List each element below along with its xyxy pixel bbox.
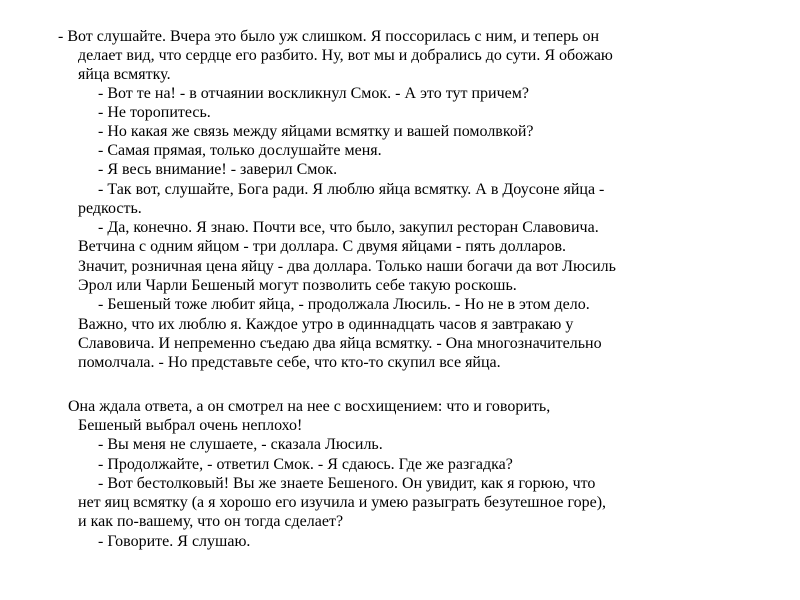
text-line: - Продолжайте, - ответил Смок. - Я сдаюсь. Где же разгадка?	[98, 456, 513, 473]
text-line: - Самая прямая, только дослушайте меня.	[98, 142, 382, 159]
text-line: - Так вот, слушайте, Бога ради. Я люблю яйца всмятку. А в Доусоне яйца -	[98, 181, 605, 198]
text-line: нет яиц всмятку (а я хорошо его изучила и умею разыграть безутешное горе),	[78, 494, 607, 511]
text-line: Эрол или Чарли Бешеный могут позволить себе такую роскошь.	[78, 277, 517, 294]
text-line: Ветчина с одним яйцом - три доллара. С двумя яйцами - пять долларов.	[78, 238, 567, 255]
text-line: - Не торопитесь.	[98, 104, 211, 121]
text-line: - Говорите. Я слушаю.	[98, 533, 251, 550]
text-line: Славовича. И непременно съедаю два яйца всмятку. - Она многозначительно	[78, 335, 602, 352]
text-line: помолчала. - Но представьте себе, что кто-то скупил все яйца.	[78, 354, 501, 371]
text-line: - Вот слушайте. Вчера это было уж слишком. Я поссорилась с ним, и теперь он	[58, 28, 599, 45]
text-line: - Вы меня не слушаете, - сказала Люсиль.	[98, 436, 383, 453]
text-line: яйца всмятку.	[78, 66, 171, 83]
text-line: редкость.	[78, 200, 142, 217]
text-line: - Вот бестолковый! Вы же знаете Бешеного. Он увидит, как я горюю, что	[98, 475, 596, 492]
text-line: - Да, конечно. Я знаю. Почти все, что было, закупил ресторан Славовича.	[98, 219, 599, 236]
text-line: Значит, розничная цена яйцу - два доллара. Только наши богачи да вот Люсиль	[78, 258, 616, 275]
text-line: - Бешеный тоже любит яйца, - продолжала Люсиль. - Но не в этом дело.	[98, 296, 590, 313]
text-line: Она ждала ответа, а он смотрел на нее с восхищением: что и говорить,	[68, 398, 551, 415]
text-line: Бешеный выбрал очень неплохо!	[78, 417, 303, 434]
text-line: и как по-вашему, что он тогда сделает?	[78, 513, 344, 530]
text-line: Важно, что их люблю я. Каждое утро в одиннадцать часов я завтракаю у	[78, 316, 574, 333]
text-line: - Я весь внимание! - заверил Смок.	[98, 161, 338, 178]
text-line: - Но какая же связь между яйцами всмятку и вашей помолвкой?	[98, 123, 534, 140]
text-line: - Вот те на! - в отчаянии воскликнул Смок. - А это тут причем?	[98, 85, 529, 102]
text-line: делает вид, что сердце его разбито. Ну, вот мы и добрались до сути. Я обожаю	[78, 47, 613, 64]
